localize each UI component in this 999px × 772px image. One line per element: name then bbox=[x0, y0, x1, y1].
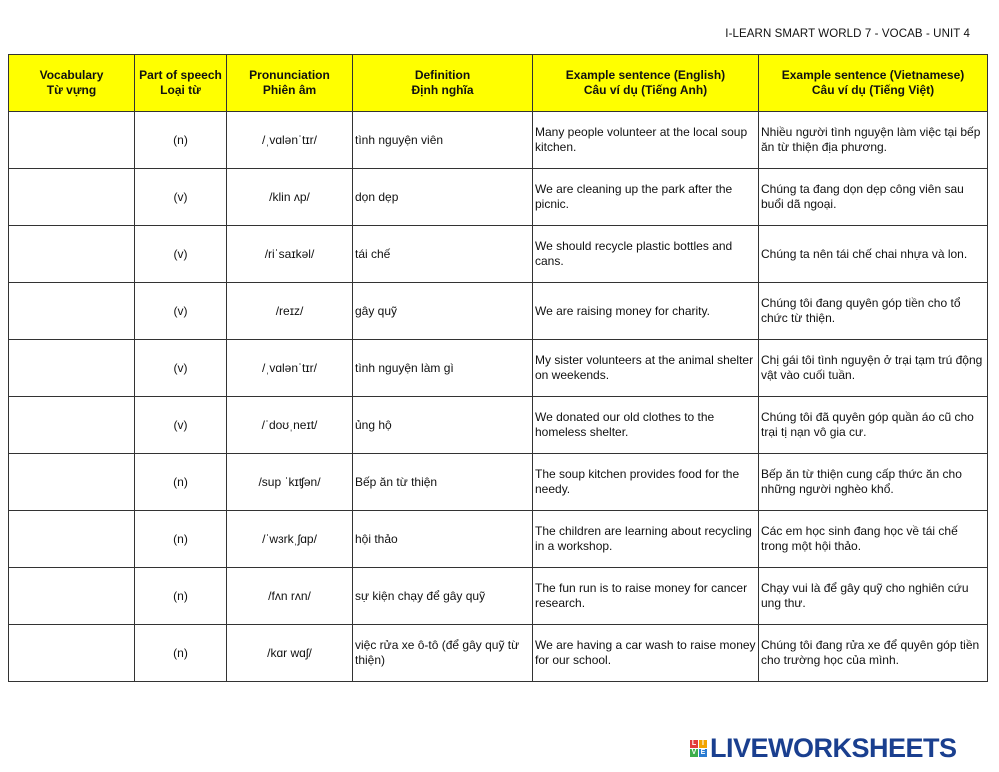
table-row bbox=[9, 568, 988, 625]
table-header-row bbox=[9, 55, 988, 112]
pronunciation-cell: /reɪz/ bbox=[227, 283, 353, 340]
definition-cell: dọn dẹp bbox=[353, 169, 533, 226]
example-english-cell: The soup kitchen provides food for the needy. bbox=[533, 454, 759, 511]
column-header-pronunciation: Pronunciation Phiên âm bbox=[227, 55, 353, 112]
example-english-cell: We donated our old clothes to the homeless shelter. bbox=[533, 397, 759, 454]
pronunciation-cell: /ˌvɑlənˈtɪr/ bbox=[227, 112, 353, 169]
example-vietnamese-cell: Chị gái tôi tình nguyện ở trại tạm trú động vật vào cuối tuần. bbox=[759, 340, 988, 397]
part-of-speech-cell: (n) bbox=[135, 112, 227, 169]
definition-cell: hội thảo bbox=[353, 511, 533, 568]
example-vietnamese-cell: Chạy vui là để gây quỹ cho nghiên cứu ung thư. bbox=[759, 568, 988, 625]
example-english-cell: We should recycle plastic bottles and cans. bbox=[533, 226, 759, 283]
definition-cell: việc rửa xe ô-tô (để gây quỹ từ thiện) bbox=[353, 625, 533, 682]
column-header-definition: Definition Định nghĩa bbox=[353, 55, 533, 112]
liveworksheets-logo bbox=[690, 734, 957, 762]
definition-cell: tình nguyện viên bbox=[353, 112, 533, 169]
example-vietnamese-cell: Chúng ta nên tái chế chai nhựa và lon. bbox=[759, 226, 988, 283]
vocabulary-input-cell[interactable] bbox=[9, 340, 135, 397]
column-header-part-of-speech: Part of speech Loại từ bbox=[135, 55, 227, 112]
brand-name: LIVEWORKSHEETS bbox=[710, 732, 957, 763]
vocabulary-table bbox=[8, 54, 988, 682]
pronunciation-cell: /riˈsaɪkəl/ bbox=[227, 226, 353, 283]
column-header-example-vietnamese: Example sentence (Vietnamese) Câu ví dụ (Tiếng Việt) bbox=[759, 55, 988, 112]
definition-cell: tình nguyện làm gì bbox=[353, 340, 533, 397]
example-vietnamese-cell: Bếp ăn từ thiện cung cấp thức ăn cho những người nghèo khổ. bbox=[759, 454, 988, 511]
definition-cell: tái chế bbox=[353, 226, 533, 283]
vocabulary-input-cell[interactable] bbox=[9, 226, 135, 283]
pronunciation-cell: /ˈwɜrkˌʃɑp/ bbox=[227, 511, 353, 568]
pronunciation-cell: /ˈdoʊˌneɪt/ bbox=[227, 397, 353, 454]
example-english-cell: Many people volunteer at the local soup kitchen. bbox=[533, 112, 759, 169]
table-row bbox=[9, 112, 988, 169]
pronunciation-cell: /kɑr wɑʃ/ bbox=[227, 625, 353, 682]
example-english-cell: The children are learning about recycling in a workshop. bbox=[533, 511, 759, 568]
vocabulary-input-cell[interactable] bbox=[9, 511, 135, 568]
pronunciation-cell: /sup ˈkɪʧən/ bbox=[227, 454, 353, 511]
table-row bbox=[9, 283, 988, 340]
example-vietnamese-cell: Chúng ta đang dọn dẹp công viên sau buổi dã ngoại. bbox=[759, 169, 988, 226]
table-row bbox=[9, 511, 988, 568]
table-row bbox=[9, 454, 988, 511]
example-vietnamese-cell: Chúng tôi đang rửa xe để quyên góp tiền cho trường học của mình. bbox=[759, 625, 988, 682]
part-of-speech-cell: (v) bbox=[135, 169, 227, 226]
column-header-vocabulary: Vocabulary Từ vựng bbox=[9, 55, 135, 112]
example-english-cell: My sister volunteers at the animal shelter on weekends. bbox=[533, 340, 759, 397]
column-header-example-english: Example sentence (English) Câu ví dụ (Tiếng Anh) bbox=[533, 55, 759, 112]
part-of-speech-cell: (n) bbox=[135, 511, 227, 568]
definition-cell: Bếp ăn từ thiện bbox=[353, 454, 533, 511]
table-row bbox=[9, 625, 988, 682]
table-row bbox=[9, 169, 988, 226]
table-row bbox=[9, 340, 988, 397]
vocabulary-input-cell[interactable] bbox=[9, 625, 135, 682]
part-of-speech-cell: (v) bbox=[135, 226, 227, 283]
part-of-speech-cell: (n) bbox=[135, 454, 227, 511]
vocabulary-input-cell[interactable] bbox=[9, 568, 135, 625]
example-vietnamese-cell: Các em học sinh đang học về tái chế trong một hội thảo. bbox=[759, 511, 988, 568]
example-english-cell: We are raising money for charity. bbox=[533, 283, 759, 340]
document-title: I-LEARN SMART WORLD 7 - VOCAB - UNIT 4 bbox=[725, 28, 970, 40]
definition-cell: gây quỹ bbox=[353, 283, 533, 340]
pronunciation-cell: /ˌvɑlənˈtɪr/ bbox=[227, 340, 353, 397]
part-of-speech-cell: (v) bbox=[135, 397, 227, 454]
part-of-speech-cell: (v) bbox=[135, 340, 227, 397]
pronunciation-cell: /fʌn rʌn/ bbox=[227, 568, 353, 625]
example-english-cell: We are having a car wash to raise money for our school. bbox=[533, 625, 759, 682]
vocabulary-input-cell[interactable] bbox=[9, 283, 135, 340]
vocabulary-input-cell[interactable] bbox=[9, 454, 135, 511]
vocabulary-input-cell[interactable] bbox=[9, 169, 135, 226]
definition-cell: sự kiện chạy để gây quỹ bbox=[353, 568, 533, 625]
example-vietnamese-cell: Chúng tôi đang quyên góp tiền cho tổ chức từ thiện. bbox=[759, 283, 988, 340]
part-of-speech-cell: (n) bbox=[135, 568, 227, 625]
definition-cell: ủng hộ bbox=[353, 397, 533, 454]
table-row bbox=[9, 226, 988, 283]
example-vietnamese-cell: Chúng tôi đã quyên góp quần áo cũ cho trại tị nạn vô gia cư. bbox=[759, 397, 988, 454]
vocabulary-input-cell[interactable] bbox=[9, 112, 135, 169]
table-row bbox=[9, 397, 988, 454]
example-english-cell: We are cleaning up the park after the picnic. bbox=[533, 169, 759, 226]
live-badge-icon: L I V E bbox=[691, 739, 706, 756]
part-of-speech-cell: (v) bbox=[135, 283, 227, 340]
pronunciation-cell: /klin ʌp/ bbox=[227, 169, 353, 226]
part-of-speech-cell: (n) bbox=[135, 625, 227, 682]
example-vietnamese-cell: Nhiều người tình nguyện làm việc tại bếp ăn từ thiện địa phương. bbox=[759, 112, 988, 169]
example-english-cell: The fun run is to raise money for cancer research. bbox=[533, 568, 759, 625]
vocabulary-input-cell[interactable] bbox=[9, 397, 135, 454]
